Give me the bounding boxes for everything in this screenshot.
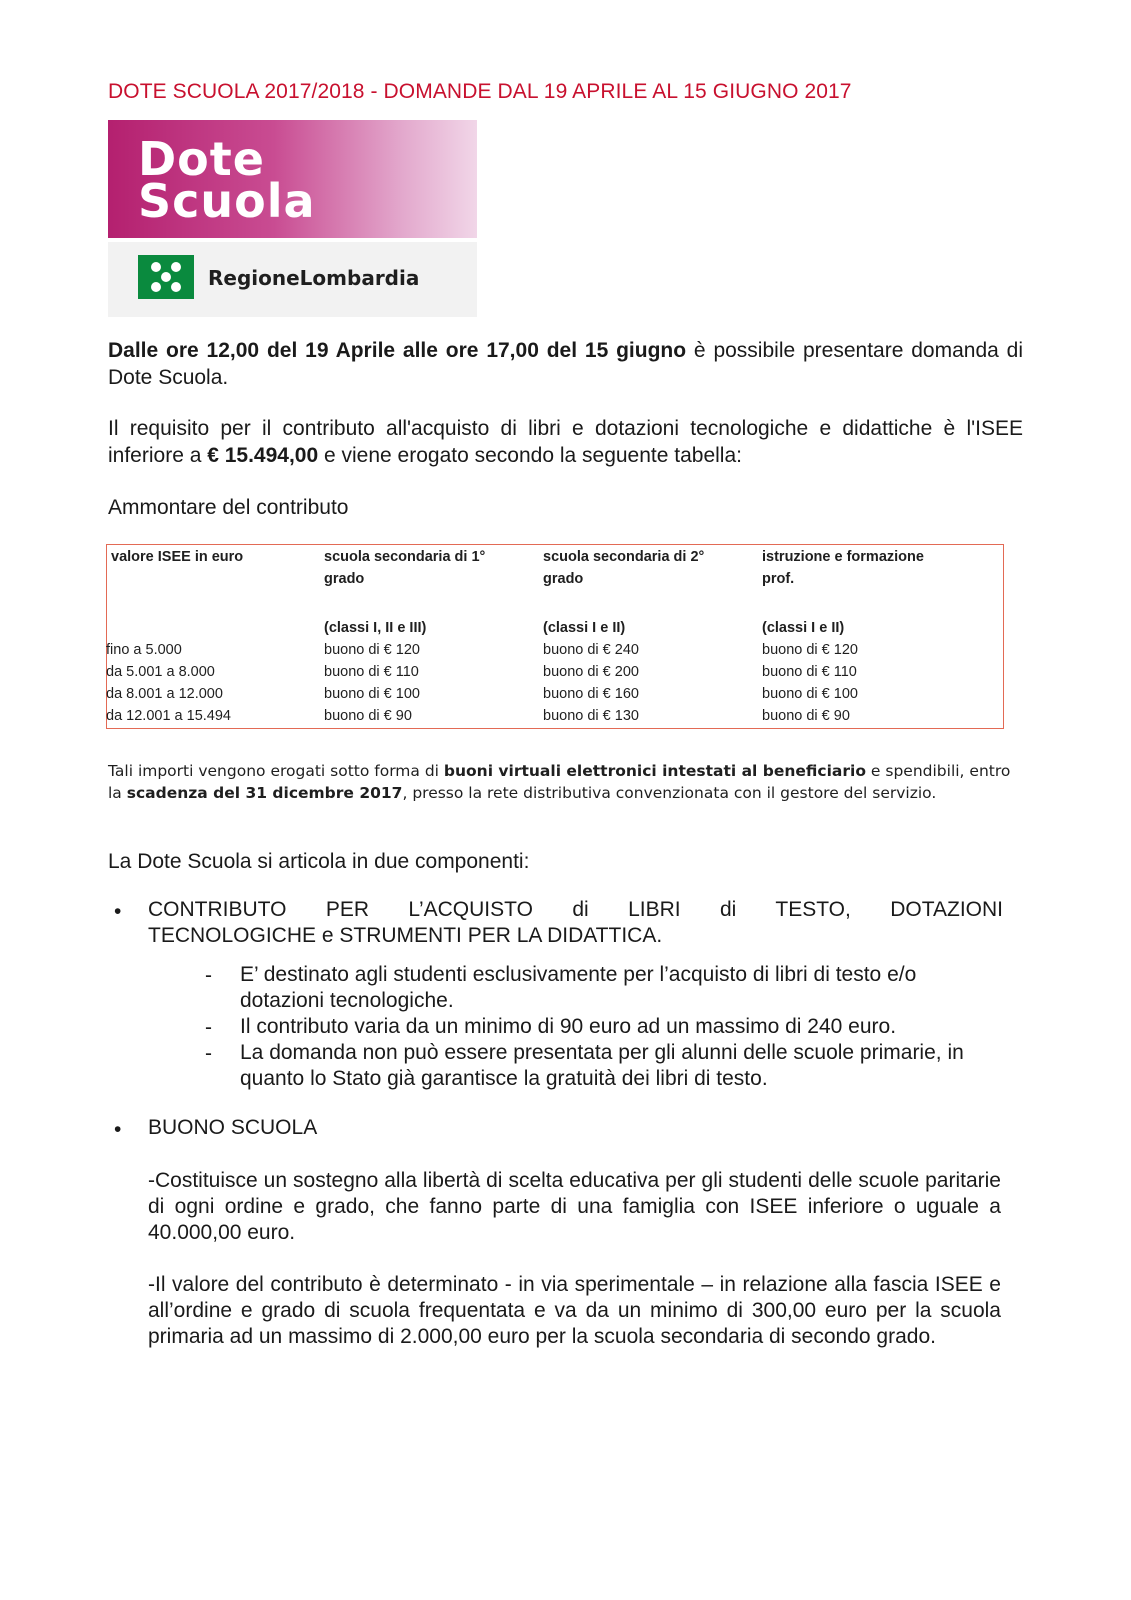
cell-sec1: buono di € 120 — [324, 642, 420, 658]
header-sec1-classes: (classi I, II e III) — [324, 620, 427, 636]
logo-line1: Dote — [138, 132, 265, 186]
voucher-note — [108, 760, 1023, 804]
header-prof-l1: istruzione e formazione — [762, 549, 924, 565]
logo-banner — [108, 120, 477, 238]
page-title: DOTE SCUOLA 2017/2018 - DOMANDE DAL 19 APRILE AL 15 GIUGNO 2017 — [108, 80, 852, 103]
cell-prof: buono di € 110 — [762, 664, 857, 680]
header-sec1-l1: scuola secondaria di 1° — [324, 549, 486, 565]
component1-item: La domanda non può essere presentata per gli alunni delle scuole primarie, in quanto lo Stato già garantisce la gratuità dei libri di testo. — [240, 1041, 964, 1090]
lombardia-rose-icon — [138, 255, 194, 299]
intro-dates: Dalle ore 12,00 del 19 Aprile alle ore 17,00 del 15 giugno — [108, 339, 687, 362]
note-bold-vouchers: buoni virtuali elettronici intestati al beneficiario — [443, 762, 866, 780]
dash-icon: - — [205, 1016, 212, 1039]
region-name: RegioneLombardia — [208, 266, 420, 290]
note-bold-deadline: scadenza del 31 dicembre 2017 — [126, 784, 403, 802]
cell-prof: buono di € 100 — [762, 686, 858, 702]
isee-threshold: € 15.494,00 — [207, 444, 319, 467]
header-isee: valore ISEE in euro — [111, 549, 244, 565]
note-text: Tali importi vengono erogati sotto forma di — [108, 762, 444, 780]
component2-heading: BUONO SCUOLA — [148, 1116, 318, 1139]
dash-icon: - — [205, 1042, 212, 1065]
bullet-icon: • — [114, 1118, 122, 1141]
cell-sec1: buono di € 110 — [324, 664, 419, 680]
bullet-icon: • — [114, 900, 122, 923]
component1-item: Il contributo varia da un minimo di 90 euro ad un massimo di 240 euro. — [240, 1015, 897, 1038]
intro-paragraph — [108, 337, 1023, 391]
cell-sec1: buono di € 90 — [324, 708, 412, 724]
dash-icon: - — [205, 964, 212, 987]
component2-paragraph2: -Il valore del contributo è determinato - in via sperimentale – in relazione alla fascia ISEE e all’ordine e grado di scuola frequentata e va da un minimo di 300,00 euro per la scuola primaria ad un massimo di 2.000,00 euro per la scuola secondaria di secondo grado. — [148, 1273, 1001, 1348]
header-sec2-classes: (classi I e II) — [543, 620, 626, 636]
components-intro: La Dote Scuola si articola in due componenti: — [108, 850, 530, 873]
region-banner — [108, 242, 477, 317]
cell-sec2: buono di € 240 — [543, 642, 639, 658]
table-heading: Ammontare del contributo — [108, 496, 349, 519]
component1-heading-line1: CONTRIBUTO PER L’ACQUISTO di LIBRI di TESTO, DOTAZIONI — [148, 898, 1003, 921]
cell-sec2: buono di € 160 — [543, 686, 639, 702]
logo-line2: Scuola — [138, 174, 316, 228]
component1-item: E’ destinato agli studenti esclusivamente per l’acquisto di libri di testo e/o dotazioni tecnologiche. — [240, 963, 917, 1012]
header-prof-classes: (classi I e II) — [762, 620, 845, 636]
cell-isee: da 5.001 a 8.000 — [106, 664, 215, 680]
cell-sec1: buono di € 100 — [324, 686, 420, 702]
requirement-paragraph — [108, 415, 1023, 469]
cell-isee: da 8.001 a 12.000 — [106, 686, 223, 702]
cell-prof: buono di € 120 — [762, 642, 858, 658]
header-sec1-l2: grado — [324, 571, 365, 587]
header-prof-l2: prof. — [762, 571, 795, 587]
cell-sec2: buono di € 200 — [543, 664, 639, 680]
requirement-text: Il requisito per il contributo all'acquisto di libri e dotazioni tecnologiche e didattiche è l'ISEE inferiore a — [108, 417, 1023, 467]
cell-prof: buono di € 90 — [762, 708, 850, 724]
component2-paragraph1: -Costituisce un sostegno alla libertà di scelta educativa per gli studenti delle scuole paritarie di ogni ordine e grado, che fanno parte di una famiglia con ISEE inferiore o uguale a 40.000,00 euro. — [148, 1169, 1001, 1244]
cell-isee: da 12.001 a 15.494 — [106, 708, 231, 724]
cell-sec2: buono di € 130 — [543, 708, 639, 724]
dote-scuola-logo — [108, 120, 477, 317]
header-sec2-l2: grado — [543, 571, 584, 587]
requirement-text-end: e viene erogato secondo la seguente tabella: — [318, 444, 742, 467]
component1-heading-line2: TECNOLOGICHE e STRUMENTI PER LA DIDATTICA. — [148, 924, 663, 947]
contribution-table — [106, 544, 1004, 729]
cell-isee: fino a 5.000 — [106, 642, 182, 658]
intro-rest: è possibile presentare domanda di Dote Scuola. — [108, 339, 1024, 389]
note-text: , presso la rete distributiva convenzionata con il gestore del servizio. — [402, 784, 937, 802]
header-sec2-l1: scuola secondaria di 2° — [543, 549, 705, 565]
note-text: e spendibili, entro la — [108, 762, 1011, 802]
